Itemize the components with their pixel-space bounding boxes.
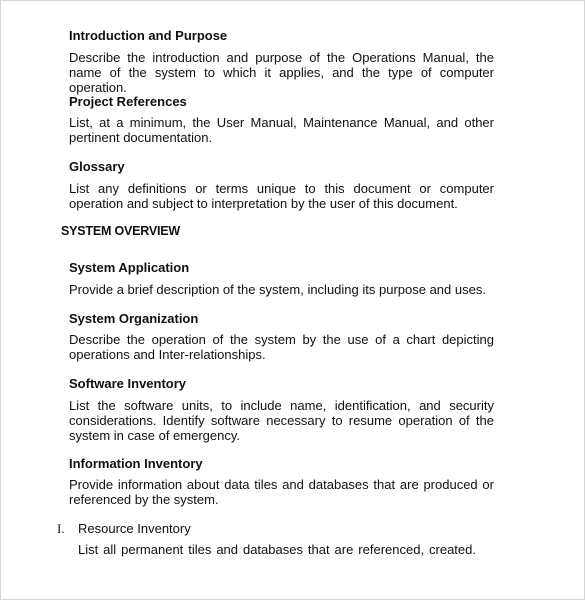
- subsection-heading: Software Inventory: [69, 376, 187, 391]
- list-numeral: I.: [57, 521, 65, 536]
- section-text: List, at a minimum, the User Manual, Maintenance Manual, and other pertinent documentation.: [69, 115, 494, 145]
- subsection-text: Describe the operation of the system by the use of a chart depicting operations and Inter-relationships.: [69, 332, 494, 362]
- section-glossary: [69, 159, 494, 211]
- subsection-text: Provide a brief description of the system, including its purpose and uses.: [69, 282, 486, 297]
- section-heading: Project References: [69, 94, 187, 109]
- section-project-references: [69, 94, 494, 145]
- system-overview-title: SYSTEM OVERVIEW: [61, 224, 181, 238]
- section-heading: Glossary: [69, 159, 125, 174]
- subsection-software-inventory: [69, 376, 494, 443]
- subsection-text: Provide information about data tiles and databases that are produced or referenced by the system.: [69, 477, 494, 507]
- section-introduction: [69, 28, 494, 95]
- subsection-system-application: [69, 260, 494, 297]
- resource-inventory-text: List all permanent tiles and databases that are referenced, created.: [78, 542, 476, 557]
- section-text: List any definitions or terms unique to this document or computer operation and subject to interpretation by the user of this document.: [69, 181, 494, 211]
- subsection-text: List the software units, to include name, identification, and security considerations. Identify software necessary to resume operation of the system in case of emergency.: [69, 398, 494, 443]
- section-heading: Introduction and Purpose: [69, 28, 228, 43]
- subsection-heading: System Application: [69, 260, 190, 275]
- subsection-system-organization: [69, 311, 494, 362]
- subsection-heading: Information Inventory: [69, 456, 203, 471]
- resource-inventory-heading: Resource Inventory: [78, 521, 191, 536]
- subsection-information-inventory: [69, 456, 494, 507]
- section-text: Describe the introduction and purpose of the Operations Manual, the name of the system to which it applies, and the type of computer operation.: [69, 50, 494, 95]
- subsection-heading: System Organization: [69, 311, 199, 326]
